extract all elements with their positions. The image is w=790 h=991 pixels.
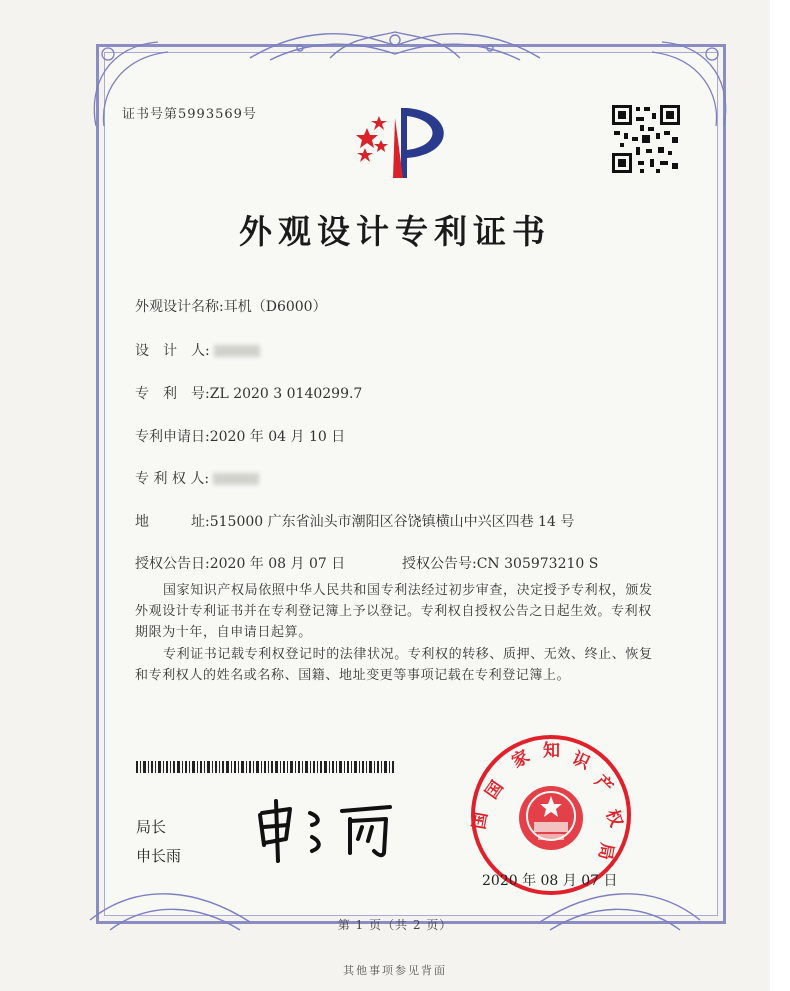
footer-note: 其他事项参见背面 [343, 964, 447, 977]
patent-number-row [135, 383, 362, 403]
grant-date-value: 2020 年 08 月 07 日 [209, 556, 346, 572]
page-edge [770, 0, 790, 991]
address-row [135, 511, 574, 531]
handwritten-signature [250, 795, 410, 865]
certificate-title: 外观设计专利证书 [239, 212, 551, 251]
body-paragraph-1: 国家知识产权局依照中华人民共和国专利法经过初步审查，决定授予专利权，颁发外观设计专利证书并在专利登记簿上予以登记。专利权自授权公告之日起生效。专利权期限为十年，自申请日起算。 [135, 583, 653, 640]
address-label: 地 址: [135, 514, 210, 530]
filing-date-value: 2020 年 04 月 10 日 [209, 429, 346, 445]
svg-text:知: 知 [543, 741, 560, 761]
grant-number-row [402, 553, 598, 573]
patent-number-value: ZL 2020 3 0140299.7 [209, 386, 363, 402]
grant-date-label: 授权公告日: [135, 556, 210, 572]
certificate-number: 证书号第5993569号 [122, 107, 257, 122]
signatory-title: 局长 [136, 818, 167, 836]
design-name-value: 耳机（D6000） [223, 299, 327, 315]
page-number: 第 1 页（共 2 页） [337, 918, 453, 932]
patent-number-label: 专 利 号: [135, 386, 210, 402]
grant-number-value: CN 305973210 S [476, 556, 599, 572]
patentee-row [135, 468, 259, 488]
patent-office-logo [345, 98, 465, 188]
svg-text:识: 识 [568, 748, 593, 774]
bottom-ornament [0, 860, 790, 950]
filing-date-label: 专利申请日: [135, 429, 210, 445]
svg-text:家: 家 [508, 746, 534, 773]
address-value: 515000 广东省汕头市潮阳区谷饶镇横山中兴区四巷 14 号 [209, 514, 575, 530]
seal-date: 2020 年 08 月 07 日 [482, 873, 618, 889]
designer-row [135, 340, 260, 360]
svg-text:产: 产 [590, 771, 617, 798]
left-corner-ornament [78, 26, 198, 146]
patentee-label: 专 利 权 人: [135, 471, 210, 487]
redacted-designer [214, 345, 260, 357]
signatory-name: 申长雨 [136, 847, 182, 865]
svg-text:局: 局 [594, 841, 617, 862]
body-paragraph-2: 专利证书记载专利权登记时的法律状况。专利权的转移、质押、无效、终止、恢复和专利权人的姓名或名称、国籍、地址变更等事项记载在专利登记簿上。 [135, 647, 653, 683]
grant-date-row [135, 553, 345, 573]
redacted-patentee [213, 473, 259, 485]
design-name-label: 外观设计名称: [135, 299, 224, 315]
grant-number-label: 授权公告号: [402, 556, 477, 572]
filing-date-row [135, 426, 345, 446]
designer-label: 设 计 人: [135, 343, 210, 359]
qr-code [610, 103, 682, 175]
svg-text:国: 国 [481, 777, 508, 803]
design-name-row [135, 296, 327, 316]
svg-text:国: 国 [469, 810, 492, 831]
svg-text:权: 权 [601, 806, 626, 830]
barcode [136, 761, 396, 773]
